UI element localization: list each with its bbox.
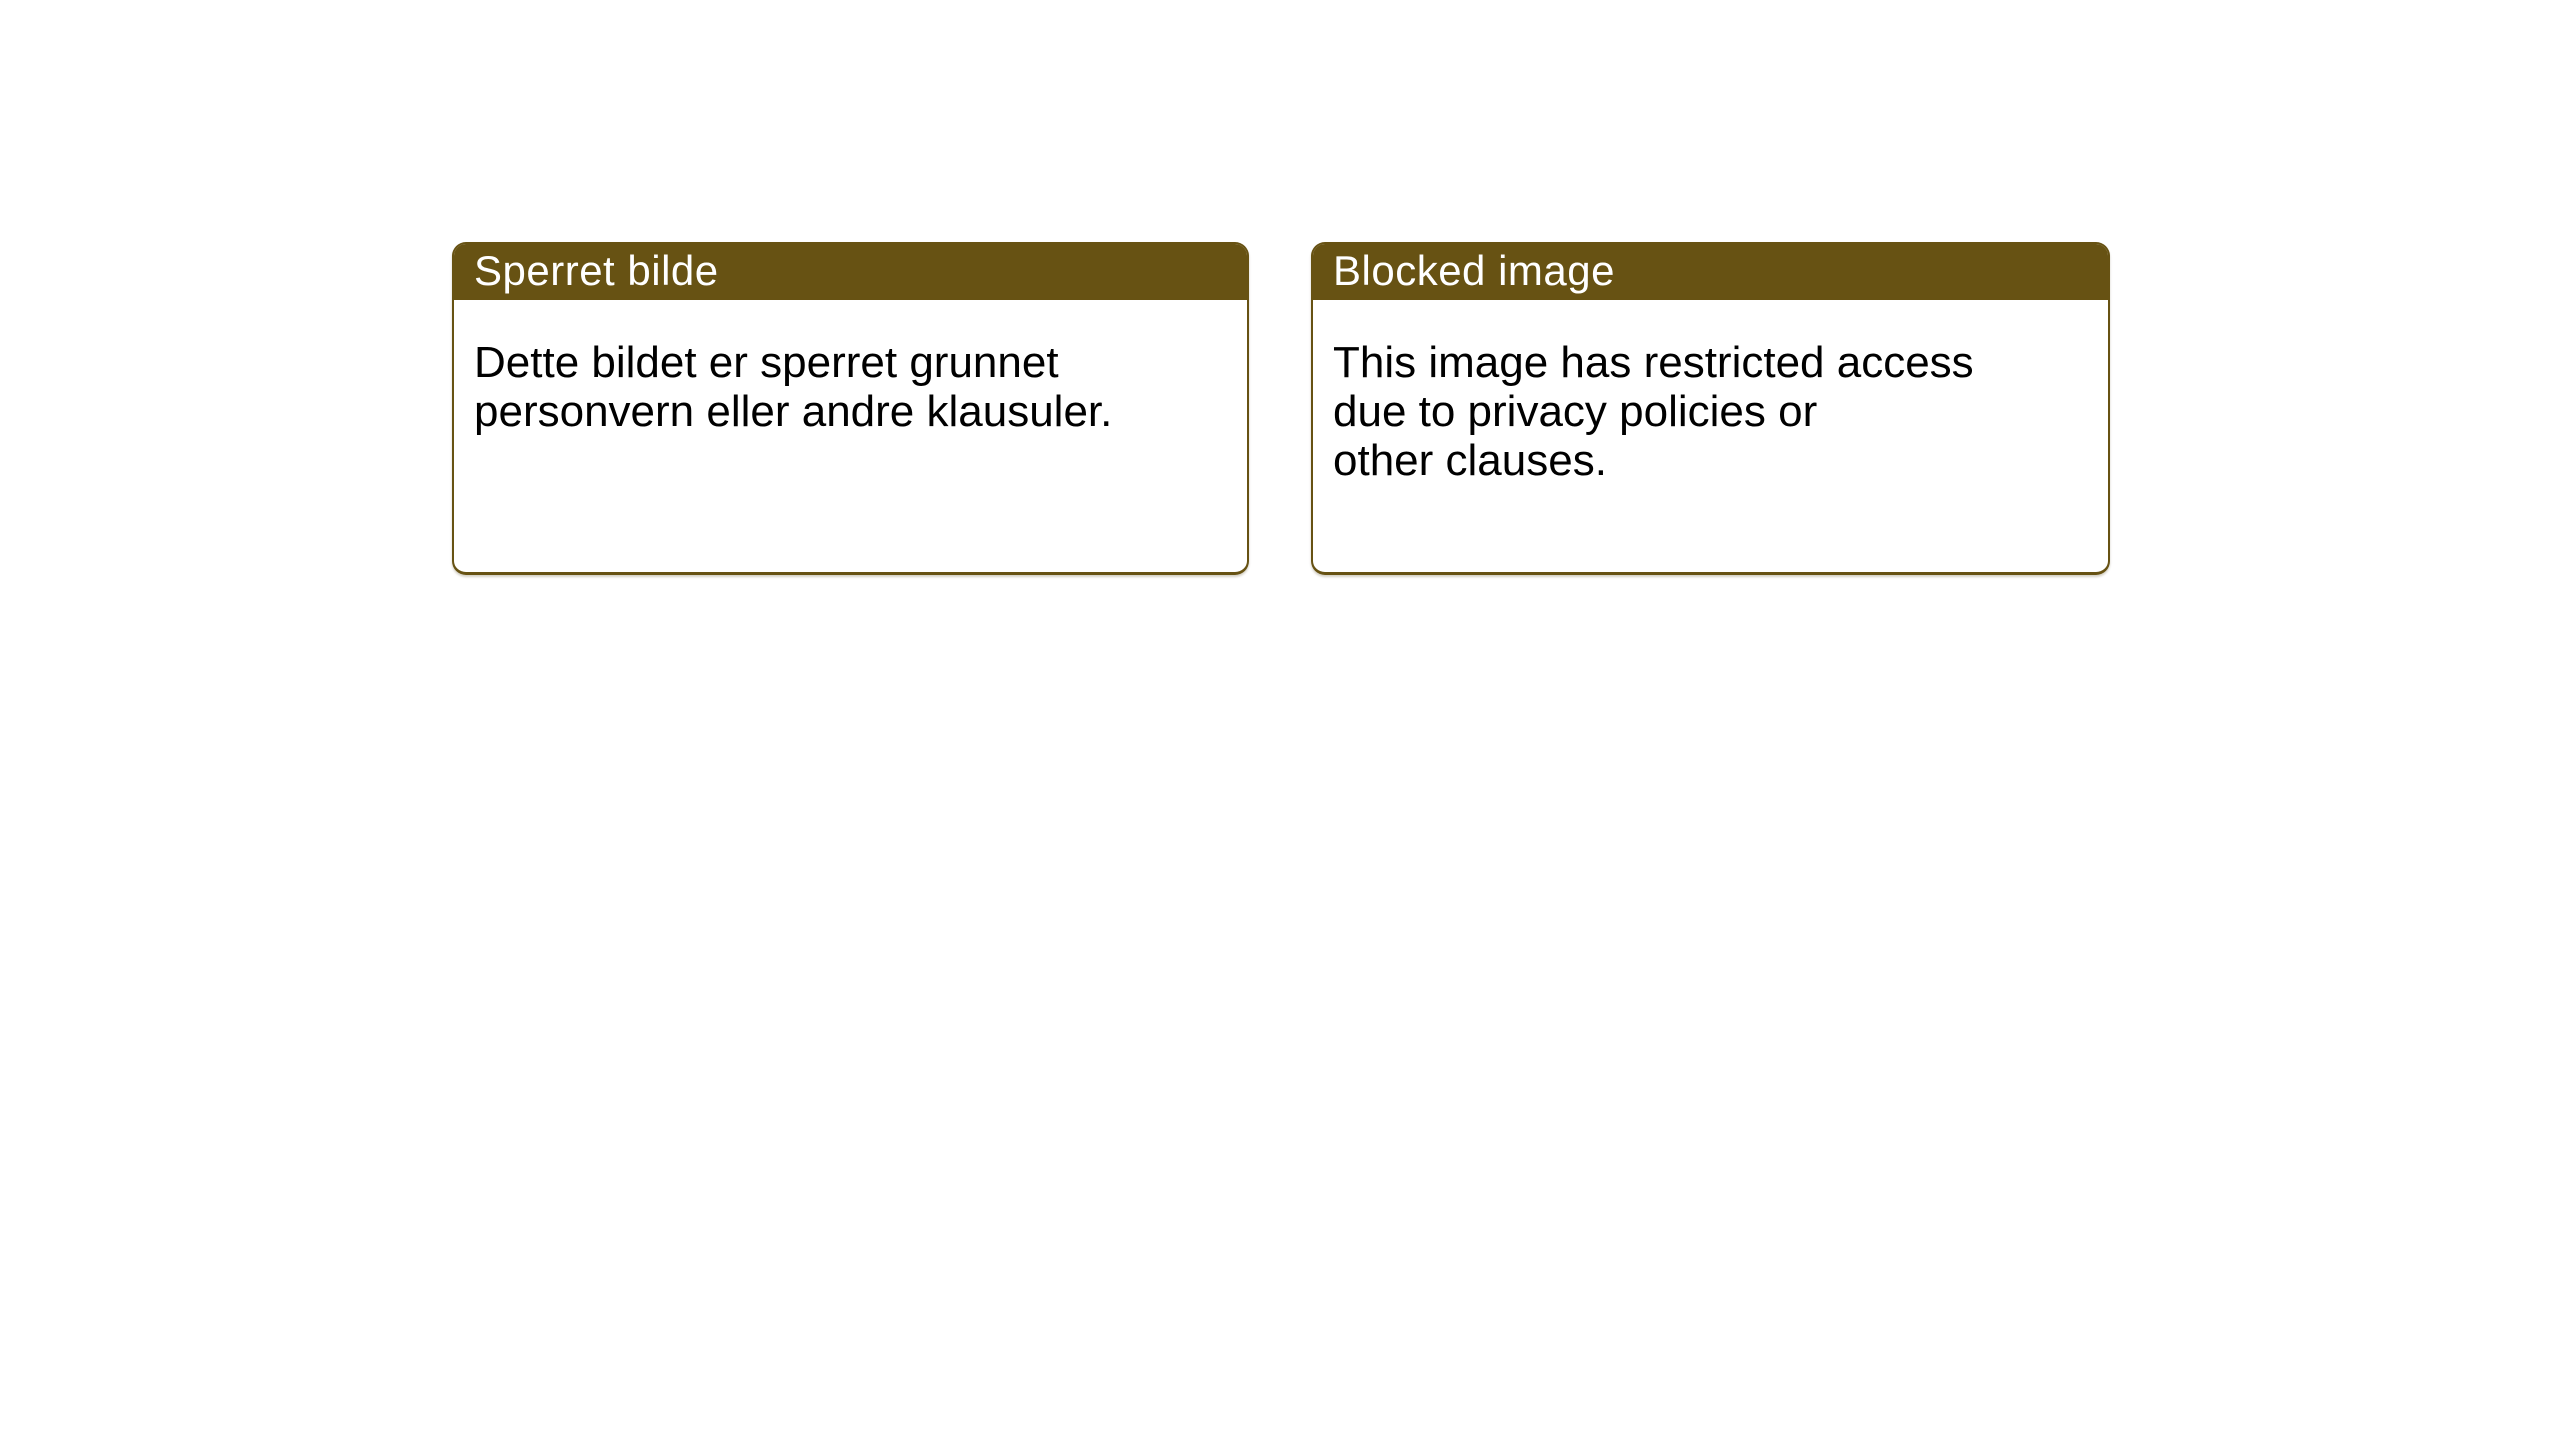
- card-title-english: Blocked image: [1333, 247, 1615, 294]
- blocked-image-card-norwegian: [452, 242, 1249, 575]
- notice-text-line: personvern eller andre klausuler.: [474, 387, 1113, 436]
- notice-text-line: This image has restricted access: [1333, 338, 1974, 387]
- card-body: [454, 300, 1247, 436]
- card-title-norwegian: Sperret bilde: [474, 247, 719, 294]
- notice-text-line: other clauses.: [1333, 436, 1607, 485]
- notice-text-line: Dette bildet er sperret grunnet: [474, 338, 1059, 387]
- notice-text-line: due to privacy policies or: [1333, 387, 1818, 436]
- card-header: [452, 242, 1249, 300]
- blocked-image-card-english: [1311, 242, 2110, 575]
- card-body: [1313, 300, 2108, 485]
- card-header: [1311, 242, 2110, 300]
